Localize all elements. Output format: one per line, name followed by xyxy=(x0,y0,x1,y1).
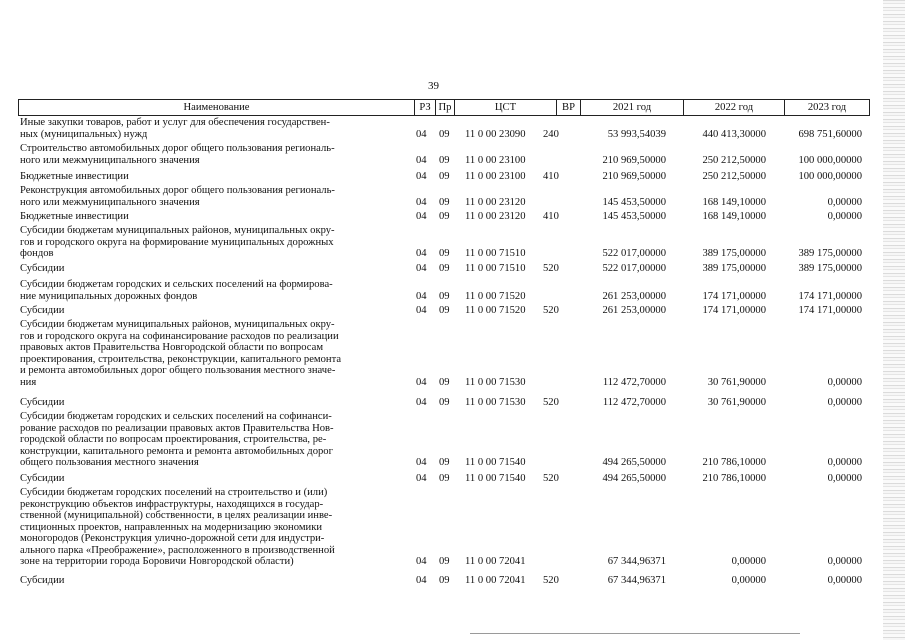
row-rz: 04 xyxy=(416,211,427,222)
row-name: Субсидии бюджетам муниципальных районов, муниципальных окру- гов и городского округа на софинансирование расходов по реализации правовых актов Правительства Новгородской области по вопросам проектирования, строительства, реконструкции, капитального ремонта и ремонта автомобильных дорог общего пользования местного значе- ния xyxy=(20,319,342,388)
row-cst: 11 0 00 23100 xyxy=(465,171,526,182)
header-cst: ЦСТ xyxy=(454,100,556,115)
row-cst: 11 0 00 71520 xyxy=(465,290,526,302)
row-rz: 04 xyxy=(416,556,427,567)
row-pr: 09 xyxy=(439,154,450,166)
row-name: Субсидии бюджетам городских поселений на строительство и (или) реконструкцию объектов инфраструктуры, находящихся в государ- ственной (муниципальной) собственности, в целях реализации инве- стиционных проектов, направленных на модернизацию экономики моногородов (Реконструкция улично-дорожной сети для индустри- ального парка «Преображение», расположенного в производственной зоне на территории города Боровичи Новгородской области) xyxy=(20,487,335,567)
header-pr: Пр xyxy=(435,100,454,115)
row-vr: 520 xyxy=(543,473,559,484)
row-cst: 11 0 00 23120 xyxy=(465,196,526,208)
row-value-2021: 210 969,50000 xyxy=(602,171,666,182)
row-cst: 11 0 00 71510 xyxy=(465,263,526,274)
row-value-2022: 440 413,30000 xyxy=(702,128,766,140)
row-value-2021: 494 265,50000 xyxy=(602,457,666,468)
row-rz: 04 xyxy=(416,397,427,408)
row-name: Субсидии xyxy=(20,263,65,274)
row-value-2023: 0,00000 xyxy=(827,196,862,208)
row-pr: 09 xyxy=(439,376,450,388)
row-rz: 04 xyxy=(416,305,427,316)
row-name: Строительство автомобильных дорог общего пользования региональ- ного или межмуниципального значения xyxy=(20,143,335,166)
row-cst: 11 0 00 23100 xyxy=(465,154,526,166)
row-value-2023: 698 751,60000 xyxy=(798,128,862,140)
row-cst: 11 0 00 71540 xyxy=(465,457,526,468)
header-2022: 2022 год xyxy=(683,100,784,115)
row-pr: 09 xyxy=(439,473,450,484)
row-name: Субсидии xyxy=(20,575,65,586)
row-value-2022: 168 149,10000 xyxy=(702,211,766,222)
row-value-2022: 389 175,00000 xyxy=(702,248,766,259)
row-value-2021: 261 253,00000 xyxy=(602,290,666,302)
row-value-2022: 30 761,90000 xyxy=(707,397,766,408)
row-cst: 11 0 00 23120 xyxy=(465,211,526,222)
row-value-2023: 389 175,00000 xyxy=(798,263,862,274)
row-value-2023: 174 171,00000 xyxy=(798,305,862,316)
row-pr: 09 xyxy=(439,263,450,274)
table-header xyxy=(18,99,870,116)
row-value-2023: 100 000,00000 xyxy=(798,171,862,182)
row-value-2021: 67 344,96371 xyxy=(607,556,666,567)
header-vr: ВР xyxy=(556,100,580,115)
row-value-2021: 67 344,96371 xyxy=(607,575,666,586)
row-cst: 11 0 00 72041 xyxy=(465,575,526,586)
row-vr: 520 xyxy=(543,397,559,408)
row-value-2022: 210 786,10000 xyxy=(702,457,766,468)
row-value-2023: 174 171,00000 xyxy=(798,290,862,302)
row-value-2021: 53 993,54039 xyxy=(607,128,666,140)
row-rz: 04 xyxy=(416,196,427,208)
row-cst: 11 0 00 71530 xyxy=(465,376,526,388)
row-pr: 09 xyxy=(439,290,450,302)
row-name: Бюджетные инвестиции xyxy=(20,171,129,182)
row-pr: 09 xyxy=(439,457,450,468)
row-value-2022: 30 761,90000 xyxy=(707,376,766,388)
row-rz: 04 xyxy=(416,263,427,274)
row-value-2023: 0,00000 xyxy=(827,575,862,586)
row-rz: 04 xyxy=(416,171,427,182)
row-value-2021: 145 453,50000 xyxy=(602,211,666,222)
header-rz: РЗ xyxy=(414,100,435,115)
header-2023: 2023 год xyxy=(784,100,870,115)
row-name: Бюджетные инвестиции xyxy=(20,211,129,222)
scan-edge-artifact xyxy=(883,0,905,640)
row-cst: 11 0 00 72041 xyxy=(465,556,526,567)
row-value-2021: 112 472,70000 xyxy=(602,397,666,408)
row-cst: 11 0 00 71530 xyxy=(465,397,526,408)
row-name: Субсидии xyxy=(20,473,65,484)
row-pr: 09 xyxy=(439,211,450,222)
row-cst: 11 0 00 71520 xyxy=(465,305,526,316)
row-value-2023: 100 000,00000 xyxy=(798,154,862,166)
row-value-2023: 0,00000 xyxy=(827,457,862,468)
row-pr: 09 xyxy=(439,248,450,259)
row-rz: 04 xyxy=(416,128,427,140)
row-rz: 04 xyxy=(416,575,427,586)
row-name: Субсидии xyxy=(20,305,65,316)
row-name: Иные закупки товаров, работ и услуг для обеспечения государствен- ных (муниципальных) нужд xyxy=(20,117,330,140)
row-rz: 04 xyxy=(416,376,427,388)
row-vr: 520 xyxy=(543,575,559,586)
row-value-2022: 174 171,00000 xyxy=(702,305,766,316)
row-pr: 09 xyxy=(439,575,450,586)
row-value-2021: 112 472,70000 xyxy=(602,376,666,388)
row-value-2023: 0,00000 xyxy=(827,556,862,567)
row-cst: 11 0 00 71540 xyxy=(465,473,526,484)
row-value-2022: 0,00000 xyxy=(731,575,766,586)
row-name: Субсидии бюджетам городских и сельских поселений на формирова- ние муниципальных дорожных фондов xyxy=(20,279,333,302)
row-pr: 09 xyxy=(439,397,450,408)
header-2021: 2021 год xyxy=(580,100,683,115)
row-vr: 520 xyxy=(543,263,559,274)
row-vr: 240 xyxy=(543,128,559,140)
row-vr: 410 xyxy=(543,171,559,182)
row-cst: 11 0 00 71510 xyxy=(465,248,526,259)
row-value-2022: 174 171,00000 xyxy=(702,290,766,302)
row-value-2021: 210 969,50000 xyxy=(602,154,666,166)
row-value-2023: 389 175,00000 xyxy=(798,248,862,259)
row-name: Субсидии xyxy=(20,397,65,408)
row-rz: 04 xyxy=(416,248,427,259)
row-pr: 09 xyxy=(439,171,450,182)
row-value-2022: 389 175,00000 xyxy=(702,263,766,274)
row-value-2023: 0,00000 xyxy=(827,376,862,388)
row-name: Субсидии бюджетам городских и сельских поселений на софинанси- рование расходов по реализации правовых актов Правительства Нов- городской области по вопросам проектирования, строительства, ре- конструкции, капитального ремонта и ремонта автомобильных дорог общего пользования местного значения xyxy=(20,411,334,468)
row-name: Субсидии бюджетам муниципальных районов, муниципальных окру- гов и городского округа на формирование муниципальных дорожных фондов xyxy=(20,225,335,259)
row-value-2021: 522 017,00000 xyxy=(602,248,666,259)
row-cst: 11 0 00 23090 xyxy=(465,128,526,140)
row-value-2021: 145 453,50000 xyxy=(602,196,666,208)
row-value-2022: 250 212,50000 xyxy=(702,154,766,166)
row-rz: 04 xyxy=(416,154,427,166)
bottom-scan-line xyxy=(470,633,800,634)
row-value-2022: 0,00000 xyxy=(731,556,766,567)
row-vr: 410 xyxy=(543,211,559,222)
row-pr: 09 xyxy=(439,305,450,316)
row-pr: 09 xyxy=(439,556,450,567)
row-value-2023: 0,00000 xyxy=(827,473,862,484)
row-vr: 520 xyxy=(543,305,559,316)
row-name: Реконструкция автомобильных дорог общего пользования региональ- ного или межмуниципального значения xyxy=(20,185,335,208)
row-value-2021: 522 017,00000 xyxy=(602,263,666,274)
row-value-2022: 168 149,10000 xyxy=(702,196,766,208)
row-rz: 04 xyxy=(416,473,427,484)
header-name: Наименование xyxy=(18,100,414,115)
page-number: 39 xyxy=(428,80,439,92)
row-value-2021: 261 253,00000 xyxy=(602,305,666,316)
row-rz: 04 xyxy=(416,290,427,302)
row-value-2023: 0,00000 xyxy=(827,211,862,222)
row-pr: 09 xyxy=(439,128,450,140)
row-pr: 09 xyxy=(439,196,450,208)
row-value-2022: 250 212,50000 xyxy=(702,171,766,182)
row-value-2022: 210 786,10000 xyxy=(702,473,766,484)
row-value-2021: 494 265,50000 xyxy=(602,473,666,484)
row-rz: 04 xyxy=(416,457,427,468)
row-value-2023: 0,00000 xyxy=(827,397,862,408)
